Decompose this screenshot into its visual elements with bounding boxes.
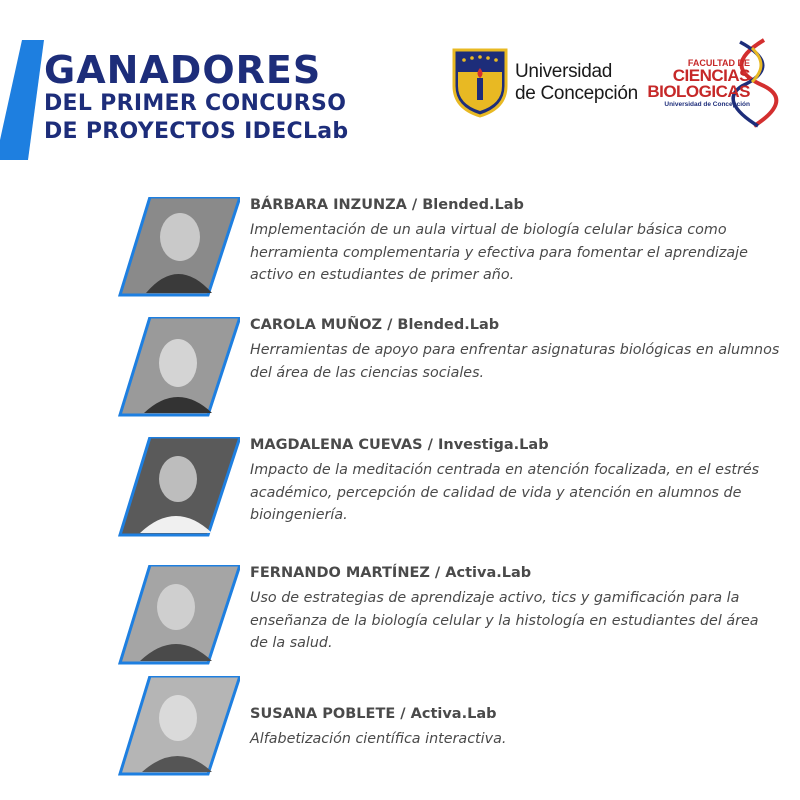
winner-name: FERNANDO MARTÍNEZ / Activa.Lab [250,565,532,581]
udec-shield-icon [452,48,508,118]
udec-line-1: Universidad [515,61,613,82]
fcb-line-1: FACULTAD DE [687,58,750,68]
winner-entry [0,317,800,427]
title-line-3: DE PROYECTOS IDECLab [44,119,349,144]
udec-logo [452,48,638,118]
winner-project: Herramientas de apoyo para enfrentar asignaturas biológicas en alumnos del área de las ciencias sociales. [250,342,780,381]
winner-name: BÁRBARA INZUNZA / Blended.Lab [250,197,524,213]
title-line-2: DEL PRIMER CONCURSO [44,91,347,116]
fcb-line-4: Universidad de Concepción [664,101,750,108]
winner-photo [118,317,240,417]
winner-photo [118,197,240,297]
winner-photo [118,565,240,665]
fcb-line-2: CIENCIAS [672,66,750,85]
fcb-logo [640,38,780,128]
winner-project: Implementación de un aula virtual de biología celular básica como herramienta complementaria y efectiva para fomentar el aprendizaje activo en estudiantes de primer año. [250,222,748,283]
winner-photo [118,437,240,537]
udec-line-2: de Concepción [515,83,638,104]
fcb-line-3: BIOLOGICAS [647,82,750,101]
winner-entry [0,676,800,786]
accent-stripe [0,40,44,160]
winner-entry [0,565,800,675]
winner-entry [0,437,800,547]
winner-entry [0,197,800,307]
winner-project: Alfabetización científica interactiva. [250,731,507,747]
winner-name: CAROLA MUÑOZ / Blended.Lab [250,317,500,333]
winner-photo [118,676,240,776]
winner-name: MAGDALENA CUEVAS / Investiga.Lab [250,437,549,453]
winner-name: SUSANA POBLETE / Activa.Lab [250,706,497,722]
winner-project: Uso de estrategias de aprendizaje activo, tics y gamificación para la enseñanza de la biología celular y la histología en estudiantes del área de la salud. [250,590,759,651]
winner-project: Impacto de la meditación centrada en atención focalizada, en el estrés académico, percepción de calidad de vida y atención en alumnos de bioingeniería. [250,462,760,523]
title-line-1: GANADORES [44,48,322,92]
page-title [44,50,348,146]
